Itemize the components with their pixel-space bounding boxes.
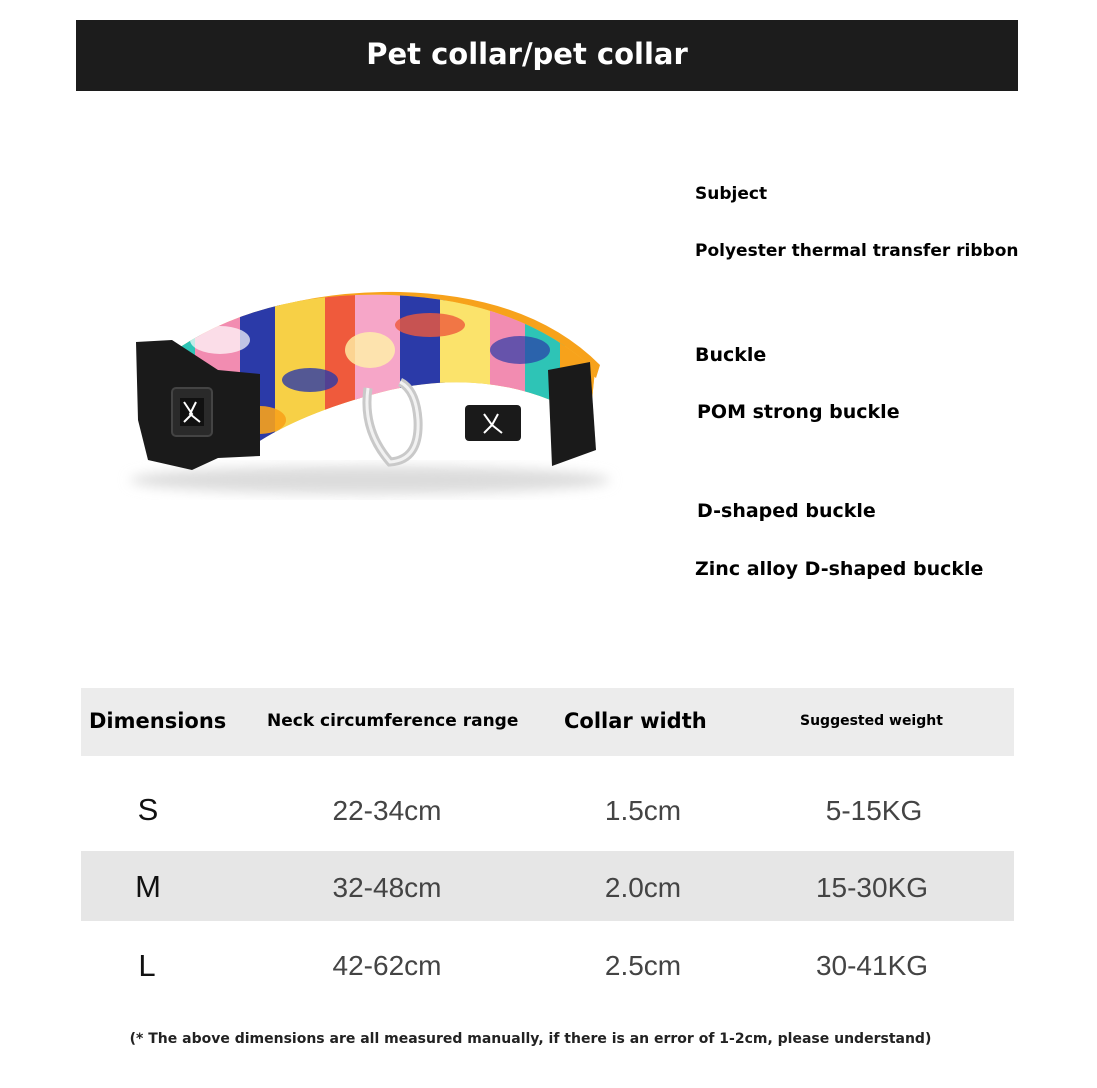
spec-buckle-label: Buckle [695, 344, 767, 366]
width-s: 1.5cm [604, 795, 682, 826]
header-neck: Neck circumference range [267, 711, 519, 731]
footnote: (* The above dimensions are all measured manually, if there is an error of 1-2cm, please understand) [129, 1031, 932, 1047]
width-m: 2.0cm [604, 872, 682, 903]
spec-subject-value: Polyester thermal transfer ribbon [695, 241, 1019, 261]
collar-product-image [100, 270, 660, 510]
header-dimensions: Dimensions [89, 709, 227, 733]
weight-m: 15-30KG [815, 872, 929, 903]
width-l: 2.5cm [604, 950, 682, 981]
spec-subject-label: Subject [695, 184, 768, 204]
size-table-header [81, 688, 1014, 756]
neck-s: 22-34cm [332, 795, 442, 826]
brand-logo-icon [180, 398, 204, 426]
header-weight: Suggested weight [800, 713, 943, 729]
weight-s: 5-15KG [825, 795, 923, 826]
size-l: L [138, 948, 156, 983]
neck-l: 42-62cm [332, 950, 442, 981]
title-banner [76, 20, 1018, 91]
header-width: Collar width [564, 709, 707, 733]
spec-buckle-value: POM strong buckle [697, 401, 900, 423]
spec-dring-label: D-shaped buckle [697, 500, 876, 522]
weight-l: 30-41KG [815, 950, 929, 981]
spec-dring-value: Zinc alloy D-shaped buckle [695, 558, 984, 580]
size-s: S [137, 792, 159, 827]
size-m: M [135, 869, 161, 904]
neck-m: 32-48cm [332, 872, 442, 903]
page-title: Pet collar/pet collar [366, 37, 688, 71]
